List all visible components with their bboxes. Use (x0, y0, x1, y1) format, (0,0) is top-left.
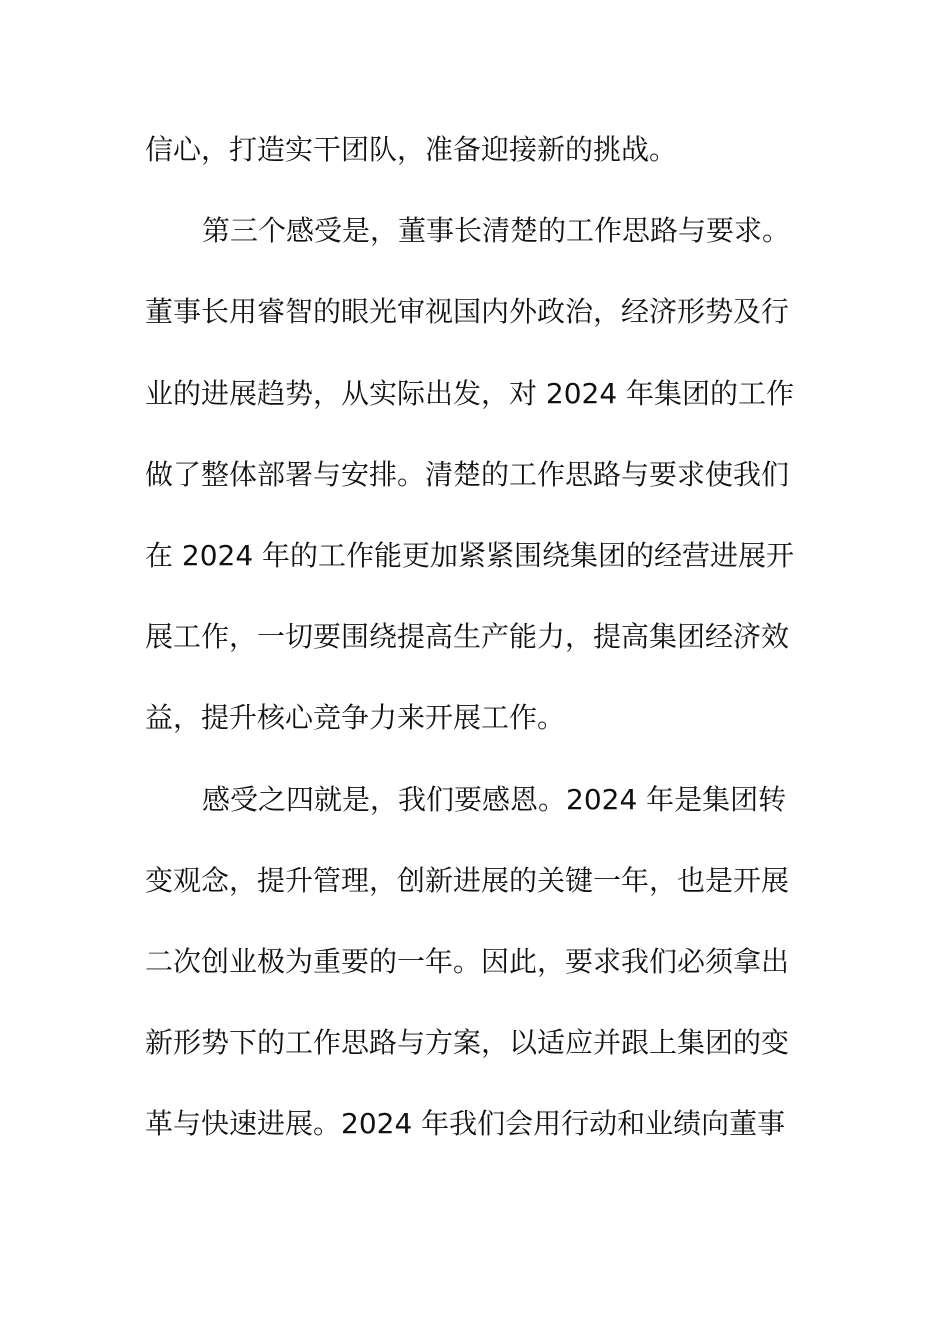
text-line: 革与快速进展。2024 年我们会用行动和业绩向董事 (145, 1107, 786, 1141)
text-line: 业的进展趋势，从实际出发，对 2024 年集团的工作 (145, 376, 795, 410)
text-line: 二次创业极为重要的一年。因此，要求我们必须拿出 (145, 944, 790, 978)
body-text (145, 122, 810, 1177)
text-line: 第三个感受是，董事长清楚的工作思路与要求。 (202, 214, 791, 248)
text-line: 做了整体部署与安排。清楚的工作思路与要求使我们 (145, 457, 790, 491)
text-line: 变观念，提升管理，创新进展的关键一年，也是开展 (145, 863, 790, 897)
text-line: 在 2024 年的工作能更加紧紧围绕集团的经营进展开 (145, 538, 795, 572)
text-line: 信心，打造实干团队，准备迎接新的挑战。 (145, 133, 678, 166)
text-line: 董事长用睿智的眼光审视国内外政治，经济形势及行 (145, 295, 790, 329)
text-line: 新形势下的工作思路与方案，以适应并跟上集团的变 (145, 1026, 790, 1060)
text-line: 感受之四就是，我们要感恩。2024 年是集团转 (202, 782, 787, 816)
text-line: 展工作，一切要围绕提高生产能力，提高集团经济效 (145, 620, 790, 654)
text-line: 益，提升核心竞争力来开展工作。 (145, 701, 566, 735)
